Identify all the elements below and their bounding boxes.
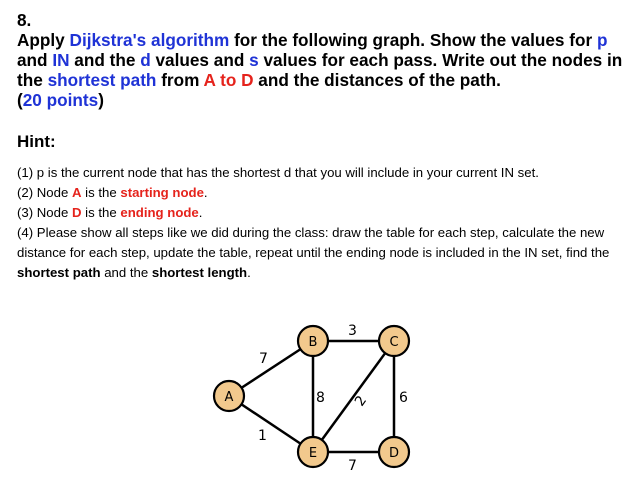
hint-text: is the	[81, 205, 121, 220]
question-part: values for each pass. Write out the nodes in the	[17, 50, 623, 90]
question-part: values and	[150, 50, 250, 70]
node-d-label: D	[388, 446, 400, 461]
hint-text: .	[198, 205, 203, 220]
question-part: and the distances of the path.	[253, 70, 501, 90]
shortest-path-term: shortest path	[47, 70, 157, 90]
hint-node-a: A	[71, 185, 82, 200]
node-b	[298, 326, 328, 356]
weight-b-e: 8	[316, 390, 325, 406]
var-s: s	[249, 50, 259, 70]
var-in: IN	[52, 50, 70, 70]
var-d: d	[140, 50, 151, 70]
hint-text: (4) Please show all steps like we did during the class: draw the table for each step, calculate the new distance for each step, update the table, repeat until the ending node is included in the IN set, find the	[17, 225, 610, 260]
points-value: 20 points	[22, 90, 99, 110]
question-part: )	[98, 90, 104, 110]
question-part: from	[156, 70, 204, 90]
question-part: (	[17, 90, 23, 110]
hint-text: (2) Node	[17, 185, 72, 200]
hint-node-d: D	[71, 205, 82, 220]
node-e	[298, 437, 328, 467]
question-part: for the following graph. Show the values for	[229, 30, 597, 50]
hint-title: Hint:	[17, 132, 56, 151]
node-c-label: C	[389, 335, 399, 350]
weight-a-e: 1	[258, 428, 267, 444]
node-d	[379, 437, 409, 467]
weight-b-c: 3	[348, 323, 357, 339]
question-part: Apply	[17, 30, 70, 50]
weight-e-d: 7	[348, 458, 357, 474]
hint-text: .	[247, 265, 251, 280]
weight-c-e: 2	[351, 392, 371, 410]
hint-ending-node: ending node	[120, 205, 199, 220]
question-part: and	[17, 50, 53, 70]
var-p: p	[596, 30, 608, 50]
question-part: and the	[69, 50, 141, 70]
algorithm-name: Dijkstra's algorithm	[69, 30, 230, 50]
node-a	[214, 381, 244, 411]
node-b-label: B	[308, 335, 318, 350]
hint-1: (1) p is the current node that has the shortest d that you will include in your current IN set.	[17, 165, 539, 180]
hint-text: (3) Node	[17, 205, 72, 220]
hint-shortest-path: shortest path	[17, 265, 101, 280]
a-to-d-term: A to D	[203, 70, 254, 90]
node-a-label: A	[224, 390, 234, 405]
hint-starting-node: starting node	[120, 185, 204, 200]
hint-text: is the	[81, 185, 121, 200]
question-number: 8.	[17, 10, 32, 30]
node-c	[379, 326, 409, 356]
node-e-label: E	[308, 446, 318, 461]
weight-a-b: 7	[259, 351, 268, 367]
hint-shortest-length: shortest length	[151, 265, 248, 280]
hint-text: and the	[100, 265, 152, 280]
hint-text: .	[203, 185, 208, 200]
weight-c-d: 6	[399, 390, 408, 406]
